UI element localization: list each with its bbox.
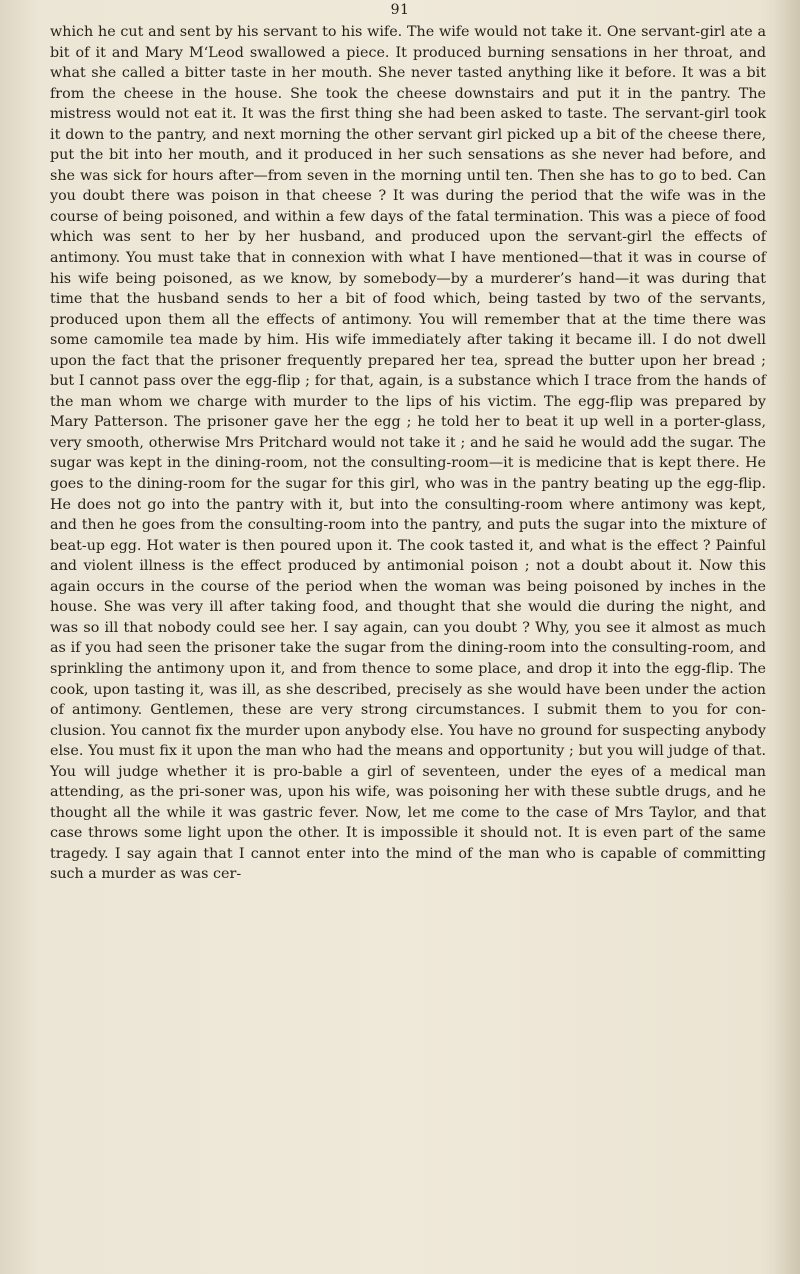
page-number: 91 (390, 2, 410, 18)
page-edge-shadow (774, 0, 800, 1274)
paragraph: which he cut and sent by his servant to his wife. The wife would not take it. One servant-girl ate a bit of it and Mary M‘Leod swallowed a piece. It produced burning sensations in her throat, and what she called a bitter taste in her mouth. She never tasted anything like it before. It was a bit from the cheese in the house. She took the cheese downstairs and put it in the pantry. The mistress would not eat it. It was the first thing she had been asked to taste. The servant-girl took it down to the pantry, and next morning the other servant girl picked up a bit of the cheese there, put the bit into her mouth, and it produced in her such sensations as she never had before, and she was sick for hours after—from seven in the morning until ten. Then she has to go to bed. Can you doubt there was poison in that cheese ? It was during the period that the wife was in the course of being poisoned, and within a few days of the fatal termination. This was a piece of food which was sent to her by her husband, and produced upon the servant-girl the effects of antimony. You must take that in connexion with what I have mentioned—that it was in course of his wife being poisoned, as we know, by somebody—by a murderer’s hand—it was during that time that the husband sends to her a bit of food which, being tasted by two of the servants, produced upon them all the effects of antimony. You will remember that at the time there was some camomile tea made by him. His wife immediately after taking it became ill. I do not dwell upon the fact that the prisoner frequently prepared her tea, spread the butter upon her bread ; but I cannot pass over the egg-flip ; for that, again, is a substance which I trace from the hands of the man whom we charge with murder to the lips of his victim. The egg-flip was prepared by Mary Patterson. The prisoner gave her the egg ; he told her to beat it up well in a porter-glass, very smooth, otherwise Mrs Pritchard would not take it ; and he said he would add the sugar. The sugar was kept in the dining-room, not the consulting-room—it is medicine that is kept there. He goes to the dining-room for the sugar for this girl, who was in the pantry beating up the egg-flip. He does not go into the pantry with it, but into the consulting-room where antimony was kept, and then he goes from the consulting-room into the pantry, and puts the sugar into the mixture of beat-up egg. Hot water is then poured upon it. The cook tasted it, and what is the effect ? Painful and violent illness is the effect produced by antimonial poison ; not a doubt about it. Now this again occurs in the course of the period when the woman was being poisoned by inches in the house. She was very ill after taking food, and thought that she would die during the night, and was so ill that nobody could see her. I say again, can you doubt ? Why, you see it almost as much as if you had seen the prisoner take the sugar from the dining-room into the consulting-room, and sprinkling the antimony upon it, and from thence to some place, and drop it into the egg-flip. The cook, upon tasting it, was ill, as she described, precisely as she would have been under the action of antimony. Gentlemen, these are very strong circumstances. I submit them to you for con-clusion. You cannot fix the murder upon anybody else. You have no ground for suspecting anybody else. You must fix it upon the man who had the means and opportunity ; but you will judge of that. You will judge whether it is pro-bable a girl of seventeen, under the eyes of a medical man attending, as the pri-soner was, upon his wife, was poisoning her with these subtle drugs, and he thought all the while it was gastric fever. Now, let me come to the case of Mrs Taylor, and that case throws some light upon the other. It is impossible it should not. It is even part of the same tragedy. I say again that I cannot enter into the mind of the man who is capable of committing such a murder as was cer- (50, 24, 766, 883)
body-text (50, 22, 766, 885)
